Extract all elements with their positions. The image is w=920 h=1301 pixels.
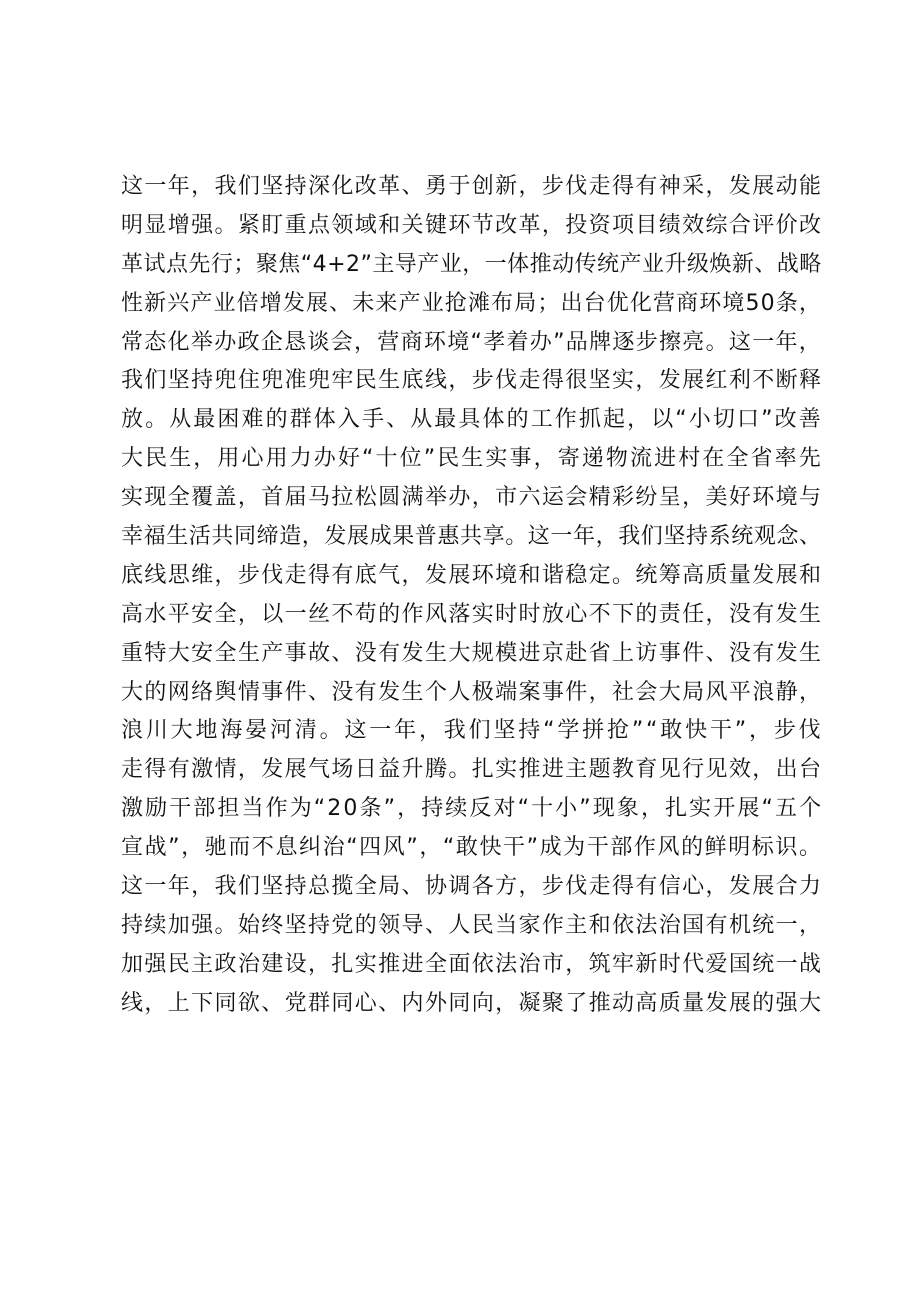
text-line: 这一年，我们坚持总揽全局、协调各方，步伐走得有信心，发展合力 bbox=[121, 874, 823, 900]
text-line: 走得有激情，发展气场日益升腾。扎实推进主题教育见行见效，出台 bbox=[121, 757, 823, 783]
text-line: 明显增强。紧盯重点领域和关键环节改革，投资项目绩效综合评价改 bbox=[121, 212, 823, 238]
text-line: 放。从最困难的群体入手、从最具体的工作抓起，以“小切口”改善 bbox=[121, 407, 823, 433]
text-line: 实现全覆盖，首届马拉松圆满举办，市六运会精彩纷呈，美好环境与 bbox=[121, 485, 823, 511]
text-line: 重特大安全生产事故、没有发生大规模进京赴省上访事件、没有发生 bbox=[121, 640, 823, 666]
text-line: 幸福生活共同缔造，发展成果普惠共享。这一年，我们坚持系统观念、 bbox=[121, 524, 822, 550]
text-line: 常态化举办政企恳谈会，营商环境“孝着办”品牌逐步擦亮。这一年， bbox=[121, 329, 823, 355]
text-line: 革试点先行；聚焦“4+2”主导产业，一体推动传统产业升级焕新、战略 bbox=[121, 251, 822, 277]
text-line: 底线思维，步伐走得有底气，发展环境和谐稳定。统筹高质量发展和 bbox=[121, 562, 823, 588]
text-line: 大民生，用心用力办好“十位”民生实事，寄递物流进村在全省率先 bbox=[121, 446, 823, 472]
text-line: 我们坚持兜住兜准兜牢民生底线，步伐走得很坚实，发展红利不断释 bbox=[121, 368, 823, 394]
text-line: 性新兴产业倍增发展、未来产业抢滩布局；出台优化营商环境50条， bbox=[121, 290, 823, 316]
text-line: 激励干部担当作为“20条”，持续反对“十小”现象，扎实开展“五个 bbox=[121, 796, 824, 822]
body-paragraph bbox=[121, 168, 824, 1024]
text-line: 宣战”，驰而不息纠治“四风”，“敢快干”成为干部作风的鲜明标识。 bbox=[121, 835, 823, 861]
text-line: 加强民主政治建设，扎实推进全面依法治市，筑牢新时代爱国统一战 bbox=[121, 951, 823, 977]
text-line: 浪川大地海晏河清。这一年，我们坚持“学拼抢”“敢快干”，步伐 bbox=[121, 718, 824, 744]
text-line: 大的网络舆情事件、没有发生个人极端案事件，社会大局风平浪静， bbox=[121, 679, 823, 705]
text-line: 高水平安全，以一丝不苟的作风落实时时放心不下的责任，没有发生 bbox=[121, 601, 823, 627]
text-line: 这一年，我们坚持深化改革、勇于创新，步伐走得有神采，发展动能 bbox=[121, 174, 823, 199]
text-line: 持续加强。始终坚持党的领导、人民当家作主和依法治国有机统一， bbox=[121, 912, 823, 938]
text-line: 线，上下同欲、党群同心、内外同向，凝聚了推动高质量发展的强大 bbox=[121, 990, 823, 1016]
